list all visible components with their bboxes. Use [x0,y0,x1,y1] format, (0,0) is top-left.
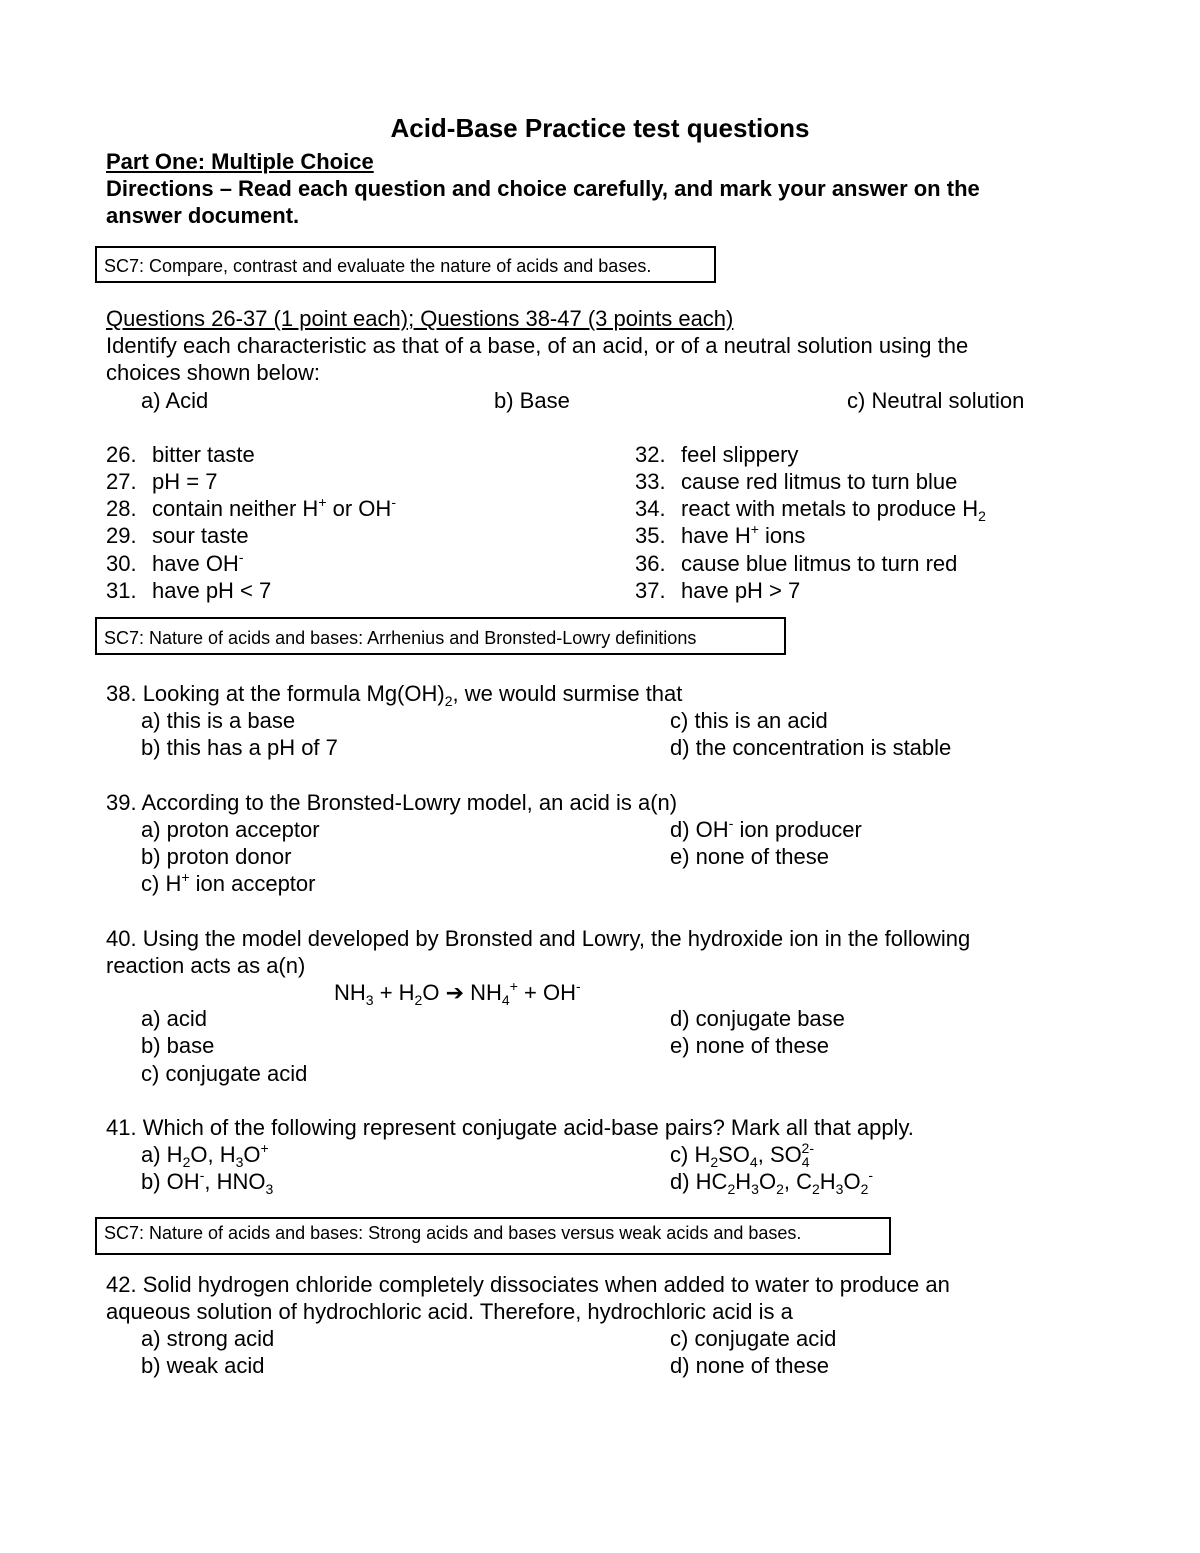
part-heading: Part One: Multiple Choice [106,149,374,174]
question-30: 30. have OH- [106,549,244,576]
q39-option-a: a) proton acceptor [141,817,320,842]
q40-option-b: b) base [141,1033,215,1058]
standard-box-1: SC7: Compare, contrast and evaluate the nature of acids and bases. [95,246,716,283]
identify-line-1: Identify each characteristic as that of a base, of an acid, or of a neutral solution using the [106,333,969,358]
choice-acid: a) Acid [141,388,209,413]
q38-option-b: b) this has a pH of 7 [141,735,338,760]
identify-line-2: choices shown below: [106,360,321,385]
page-title: Acid-Base Practice test questions [390,113,810,143]
question-27: 27. pH = 7 [106,469,218,494]
q42-option-d: d) none of these [670,1353,830,1378]
q40-option-c: c) conjugate acid [141,1061,308,1086]
question-36: 36. cause blue litmus to turn red [635,551,958,576]
q39-option-d: d) OH- ion producer [670,815,862,842]
q40-option-e: e) none of these [670,1033,830,1058]
q42-option-b: b) weak acid [141,1353,265,1378]
question-40-stem-1: 40. Using the model developed by Bronsted and Lowry, the hydroxide ion in the following [106,926,971,951]
question-42-stem-2: aqueous solution of hydrochloric acid. Therefore, hydrochloric acid is a [106,1299,793,1324]
question-39-stem: 39. According to the Bronsted-Lowry model, an acid is a(n) [106,790,678,815]
question-31: 31. have pH < 7 [106,578,272,603]
reaction-equation: $NH_3 + H_2O$ ➔ $NH_4^+ + OH^-$ [334,978,581,1008]
question-37: 37. have pH > 7 [635,578,801,603]
q41-option-b: b) OH-, $HNO_3$ [141,1167,274,1197]
points-line: Questions 26-37 (1 point each); Questions 38-47 (3 points each) [106,306,734,331]
question-42-stem-1: 42. Solid hydrogen chloride completely dissociates when added to water to produce an [106,1272,950,1297]
q40-option-d: d) conjugate base [670,1006,845,1031]
q40-option-a: a) acid [141,1006,208,1031]
q41-option-a: a) $H_2O$, $H_3O^+$ [141,1140,269,1170]
q38-option-c: c) this is an acid [670,708,828,733]
q41-option-c: c) $H_2SO_4$, $SO_4^{2-}$ [670,1140,814,1170]
question-35: 35. have H+ ions [635,521,806,548]
q38-option-a: a) this is a base [141,708,296,733]
q42-option-a: a) strong acid [141,1326,275,1351]
question-32: 32. feel slippery [635,442,799,467]
choice-neutral: c) Neutral solution [847,388,1025,413]
q39-option-b: b) proton donor [141,844,292,869]
standard-box-2: SC7: Nature of acids and bases: Arrhenius and Bronsted-Lowry definitions [95,617,786,655]
question-26: 26. bitter taste [106,442,255,467]
question-29: 29. sour taste [106,523,249,548]
directions-line-1: Directions – Read each question and choice carefully, and mark your answer on the [106,176,980,201]
question-28: 28. contain neither H+ or OH- [106,494,396,521]
q41-option-d: d) $HC_2H_3O_2$, $C_2H_3O_2^-$ [670,1167,874,1197]
question-34: 34. react with metals to produce $H_2$ [635,496,986,524]
question-33: 33. cause red litmus to turn blue [635,469,958,494]
q38-option-d: d) the concentration is stable [670,735,952,760]
question-38-stem: 38. Looking at the formula $Mg(OH)_2$, we would surmise that [106,681,683,709]
directions-line-2: answer document. [106,203,300,228]
standard-box-3: SC7: Nature of acids and bases: Strong acids and bases versus weak acids and bases. [95,1217,891,1255]
q39-option-e: e) none of these [670,844,830,869]
question-41-stem: 41. Which of the following represent conjugate acid-base pairs? Mark all that apply. [106,1115,914,1140]
choice-base: b) Base [494,388,570,413]
arrow-icon: ➔ [445,980,465,1005]
q42-option-c: c) conjugate acid [670,1326,837,1351]
question-40-stem-2: reaction acts as a(n) [106,953,306,978]
q39-option-c: c) H+ ion acceptor [141,869,316,896]
